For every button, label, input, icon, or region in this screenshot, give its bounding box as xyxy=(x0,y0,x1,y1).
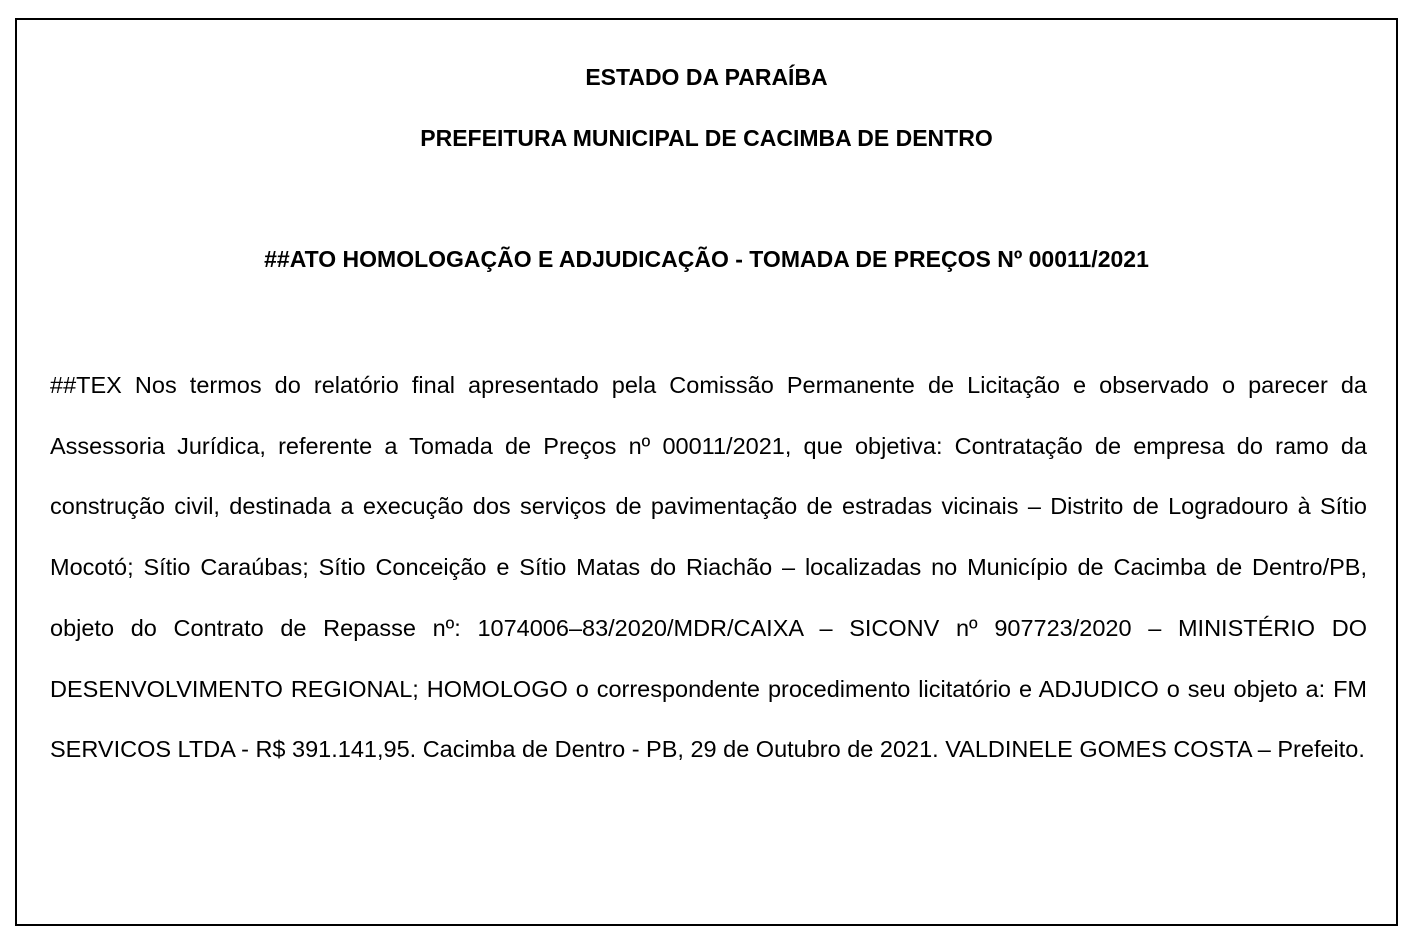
document-frame xyxy=(15,18,1398,926)
state-heading: ESTADO DA PARAÍBA xyxy=(585,64,828,90)
act-body-text: ##TEX Nos termos do relatório final apresentado pela Comissão Permanente de Licitação e observado o parecer da Assessoria Jurídica, referente a Tomada de Preços nº 00011/2021, que objetiva: Contratação de empresa do ramo da construção civil, destinada a execução dos serviços de pavimentação de estradas vicinais – Distrito de Logradouro à Sítio Mocotó; Sítio Caraúbas; Sítio Conceição e Sítio Matas do Riachão – localizadas no Município de Cacimba de Dentro/PB, objeto do Contrato de Repasse nº: 1074006–83/2020/MDR/CAIXA – SICONV nº 907723/2020 – MINISTÉRIO DO DESENVOLVIMENTO REGIONAL; HOMOLOGO o correspondente procedimento licitatório e ADJUDICO o seu objeto a: FM SERVICOS LTDA - R$ 391.141,95. Cacimba de Dentro - PB, 29 de Outubro de 2021. VALDINELE GOMES COSTA – Prefeito. xyxy=(50,372,1367,763)
municipality-heading: PREFEITURA MUNICIPAL DE CACIMBA DE DENTRO xyxy=(420,125,993,151)
act-title: ##ATO HOMOLOGAÇÃO E ADJUDICAÇÃO - TOMADA DE PREÇOS Nº 00011/2021 xyxy=(264,246,1149,272)
